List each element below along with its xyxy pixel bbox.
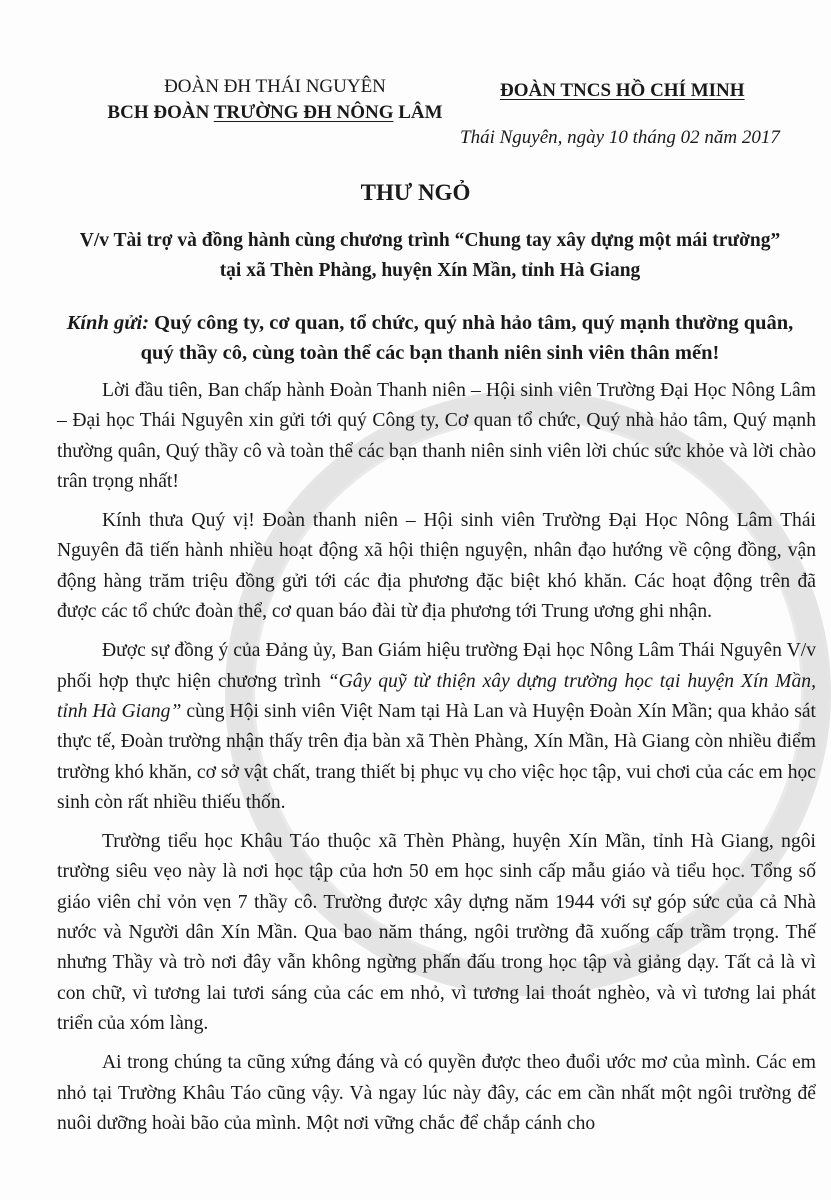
- recipient-line-1: Kính gửi: Quý công ty, cơ quan, tổ chức, quý nhà hảo tâm, quý mạnh thường quân,: [66, 312, 794, 334]
- union-name: ĐOÀN TNCS HỒ CHÍ MINH: [500, 80, 745, 101]
- paragraph-greeting: Lời đầu tiên, Ban chấp hành Đoàn Thanh niên – Hội sinh viên Trường Đại Học Nông Lâm – Đại học Thái Nguyên xin gửi tới quý Công ty, Cơ quan tổ chức, Quý nhà hảo tâm, Quý mạnh thường quân, Quý thầy cô và toàn thể các bạn thanh niên sinh viên lời chúc sức khỏe và lời chào trân trọng nhất!: [57, 380, 816, 492]
- subject-line-2: tại xã Thèn Phàng, huyện Xín Mần, tỉnh Hà Giang: [219, 260, 641, 281]
- subject-line-1: V/v Tài trợ và đồng hành cùng chương trình “Chung tay xây dựng một mái trường”: [79, 230, 781, 251]
- document-date: Thái Nguyên, ngày 10 tháng 02 năm 2017: [460, 127, 780, 148]
- parent-organization: ĐOÀN ĐH THÁI NGUYÊN: [164, 76, 386, 97]
- program-name: “Gây quỹ từ thiện xây dựng trường học tại huyện Xín Mần, tỉnh Hà Giang”: [57, 670, 816, 722]
- paragraph-program: Được sự đồng ý của Đảng ủy, Ban Giám hiệu trường Đại học Nông Lâm Thái Nguyên V/v phối hợp thực hiện chương trình “Gây quỹ từ thiện xây dựng trường học tại huyện Xín Mần, tỉnh Hà Giang” cùng Hội sinh viên Việt Nam tại Hà Lan và Huyện Đoàn Xín Mần; qua khảo sát thực tế, Đoàn trường nhận thấy trên địa bàn xã Thèn Phàng, Xín Mần, Hà Giang còn nhiều điểm trường khó khăn, cơ sở vật chất, trang thiết bị phục vụ cho việc học tập, vui chơi của các em học sinh còn rất nhiều thiếu thốn.: [57, 640, 816, 813]
- recipient-block: [40, 308, 820, 368]
- recipient-label: Kính gửi:: [66, 312, 150, 334]
- paragraph-school: Trường tiểu học Khâu Táo thuộc xã Thèn Phàng, huyện Xín Mần, tỉnh Hà Giang, ngôi trường siêu vẹo này là nơi học tập của hơn 50 em học sinh cấp mẫu giáo và tiểu học. Tổng số giáo viên chỉ vỏn vẹn 7 thầy cô. Trường được xây dựng năm 1944 với sự góp sức của cả Nhà nước và Người dân Xín Mần. Qua bao năm tháng, ngôi trường đã xuống cấp trầm trọng. Thế nhưng Thầy và trò nơi đây vẫn không ngừng phấn đấu trong học tập và giảng dạy. Tất cả là vì con chữ, vì tương lai tươi sáng của các em nhỏ, vì tương lai thoát nghèo, và vì tương lai phát triển của xóm làng.: [57, 831, 816, 1034]
- paragraph-activities: Kính thưa Quý vị! Đoàn thanh niên – Hội sinh viên Trường Đại Học Nông Lâm Thái Nguyên đã tiến hành nhiều hoạt động xã hội thiện nguyện, nhân đạo hướng về cộng đồng, vận động hàng trăm triệu đồng gửi tới các địa phương đặc biệt khó khăn. Các hoạt động trên đã được các tổ chức đoàn thể, cơ quan báo đài từ địa phương tới Trung ương ghi nhận.: [57, 510, 816, 623]
- document-title: THƯ NGỎ: [360, 180, 471, 205]
- letter-body: [57, 376, 816, 1139]
- issuing-organization: [100, 74, 450, 126]
- paragraph-appeal: Ai trong chúng ta cũng xứng đáng và có quyền được theo đuổi ước mơ của mình. Các em nhỏ tại Trường Khâu Táo cũng vậy. Và ngay lúc này đây, các em cần nhất một ngôi trường để nuôi dưỡng hoài bão của mình. Một nơi vững chắc để chắp cánh cho: [57, 1052, 816, 1134]
- recipient-line-2: quý thầy cô, cùng toàn thể các bạn thanh niên sinh viên thân mến!: [140, 342, 720, 364]
- document-subject: [40, 226, 820, 286]
- issuing-committee: BCH ĐOÀN TRƯỜNG ĐH NÔNG LÂM: [107, 102, 443, 123]
